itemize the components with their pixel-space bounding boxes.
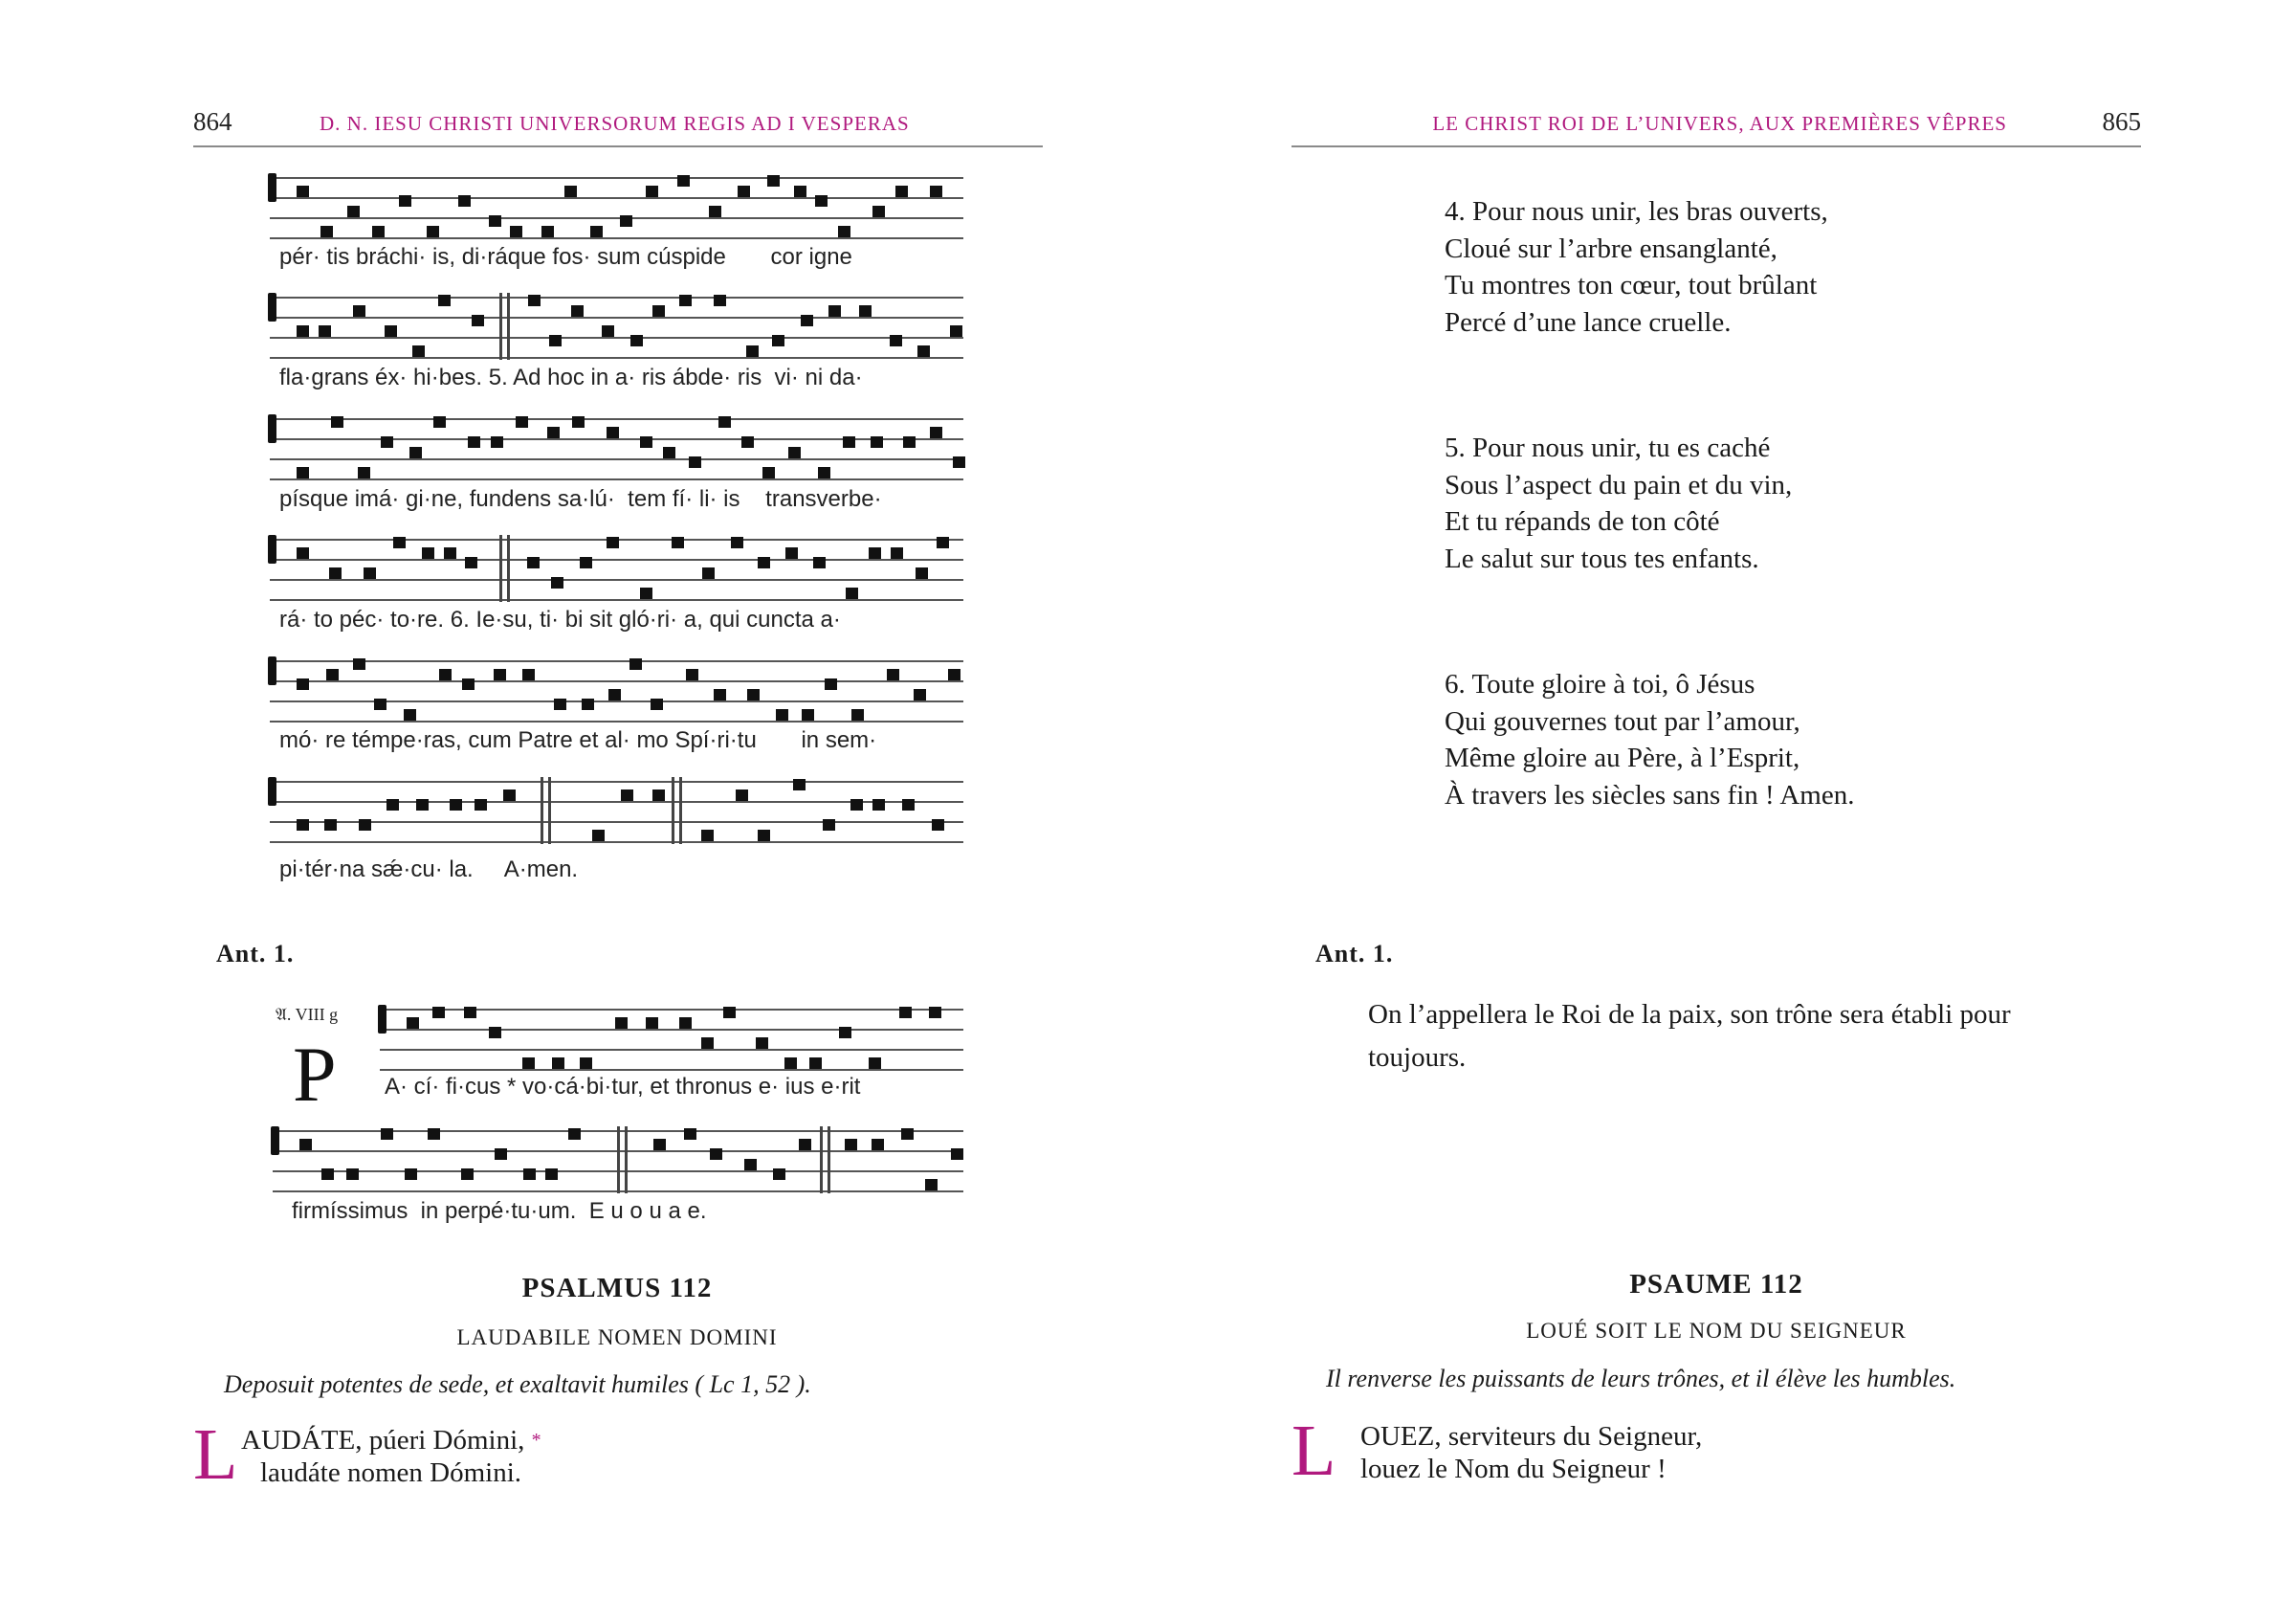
neume [846,588,858,599]
neume [462,678,475,690]
neume [494,669,506,680]
neume [444,547,456,559]
neume [503,789,516,801]
clef-sign [268,656,276,685]
neume [551,577,563,589]
neume [843,436,855,448]
neume [510,226,522,237]
staff-line [270,680,963,682]
verse-line-1: OUEZ, serviteurs du Seigneur, [1360,1421,1703,1452]
neume [758,557,770,568]
neume [891,547,903,559]
neume [568,1128,581,1140]
neume [887,669,899,680]
neume [297,186,309,197]
neume [799,1139,811,1150]
hymn-lyric-line: fla·grans éx· hi·bes. 5. Ad hoc in a· ris ábde· ris vi· ni da· [279,365,863,390]
neume [925,1179,938,1190]
hymn-lyric-line: mó· re témpe·ras, cum Patre et al· mo Spí·ri·tu in sem· [279,727,877,753]
neume [545,1168,558,1180]
staff-line [270,599,963,601]
hymn-stanza-6: 6. Toute gloire à toi, ô Jésus Qui gouvernes tout par l’amour, Même gloire au Père, à l’Esprit, À travers les siècles sans fin ! Amen. [1445,669,1855,811]
neume [607,537,619,548]
neume [801,315,813,326]
neume [677,175,690,187]
clef-sign [268,173,276,202]
neume [948,669,960,680]
neume [772,335,784,346]
neume [646,186,658,197]
neume [651,699,663,710]
double-bar [828,1126,830,1193]
antiphon-text: On l’appellera le Roi de la paix, son trône sera établi pour toujours. [1368,999,2011,1073]
neume [439,669,452,680]
psalm-antiphon: Il renverse les puissants de leurs trônes, et il élève les humbles. [1326,1365,1956,1392]
neume [592,830,605,841]
neume [951,1148,963,1160]
neume [738,186,750,197]
neume [359,819,371,831]
staff-line [270,478,963,480]
neume [932,819,944,831]
neume [859,305,872,317]
neume [549,335,562,346]
staff-line [380,1049,963,1051]
neume [914,689,926,700]
neume [607,427,619,438]
neume [438,295,451,306]
neume [522,1057,535,1069]
neume [629,658,642,670]
neume [653,1139,666,1150]
staff-line [270,357,963,359]
double-bar [499,293,502,360]
neume [793,779,806,790]
neume [385,325,397,337]
neume [326,669,339,680]
neume [838,226,850,237]
clef-sign [268,293,276,322]
staff-line [270,197,963,199]
neume [475,799,487,811]
neume [929,1007,941,1018]
neume [744,1159,757,1170]
neume [723,1007,736,1018]
neume [297,547,309,559]
neume [869,1057,881,1069]
verse-line-2: laudáte nomen Dómini. [260,1457,522,1488]
neume [640,436,652,448]
neume [784,1057,797,1069]
neume [320,226,333,237]
neume [472,315,484,326]
neume [916,567,928,579]
neume [869,547,881,559]
neume [552,1057,564,1069]
neume [930,427,942,438]
neume [872,206,885,217]
neume [899,1007,912,1018]
neume [871,436,883,448]
double-bar [625,1126,628,1193]
double-bar [672,777,674,844]
double-bar [507,535,510,602]
neume [297,678,309,690]
psalm-subtitle: LOUÉ SOIT LE NOM DU SEIGNEUR [1526,1319,1907,1343]
neume [663,447,675,458]
neume [468,436,480,448]
hymn-stanza-5: 5. Pour nous unir, tu es caché Sous l’aspect du pain et du vin, Et tu répands de ton côté Le salut sur tous tes enfants. [1445,433,1793,574]
neume [718,416,731,428]
neume [450,799,462,811]
neume [776,709,788,721]
neume [620,215,632,227]
staff-line [270,781,963,783]
neume [465,557,477,568]
neume [527,557,540,568]
neume [773,1168,785,1180]
staff-line [270,418,963,420]
neume [901,1128,914,1140]
page-number: 864 [193,107,232,136]
neume [347,206,360,217]
neume [652,789,665,801]
psalm-antiphon: Deposuit potentes de sede, et exaltavit humiles ( Lc 1, 52 ). [224,1370,811,1398]
neume [386,799,399,811]
neume [416,799,429,811]
neume [297,819,309,831]
neume [850,799,863,811]
verse-initial: L [1292,1411,1336,1491]
neume [615,1017,628,1029]
antiphon-mode: 𝔄. VIII g [276,1005,339,1024]
neume [399,195,411,207]
neume [331,416,343,428]
neume [815,195,828,207]
double-bar [541,777,543,844]
neume [489,215,501,227]
neume [580,557,592,568]
staff-line [270,297,963,299]
double-bar [548,777,551,844]
double-bar [499,535,502,602]
neume [590,226,603,237]
neume [731,537,743,548]
neume [756,1037,768,1049]
neume [839,1027,851,1038]
neume [917,345,930,357]
neume [785,547,798,559]
neume [788,447,801,458]
neume [372,226,385,237]
neume [547,427,560,438]
neume [582,699,594,710]
neume [412,345,425,357]
staff-line [380,1069,963,1071]
clef-sign [378,1005,386,1034]
neume [741,436,754,448]
psalm-verse [241,1424,541,1456]
hymn-lyric-line: písque imá· gi·ne, fundens sa·lú· tem fí· li· is transverbe· [279,486,882,512]
neume [432,1007,445,1018]
chant-staff [270,297,963,358]
neume [802,709,814,721]
chant-staff [270,660,963,722]
neume [630,335,643,346]
neume [895,186,908,197]
neume [491,436,503,448]
neume [407,1017,419,1029]
neume [297,325,309,337]
right-page [1148,0,2296,1623]
neume [679,1017,692,1029]
neume [872,799,885,811]
neume [572,416,585,428]
chant-staff [270,781,963,842]
chant-staff [270,418,963,479]
neume [461,1168,474,1180]
neume [321,1168,334,1180]
neume [686,669,698,680]
neume [381,1128,393,1140]
clef-sign [268,535,276,564]
neume [828,305,841,317]
neume [825,678,837,690]
hymn-lyric-line: rá· to péc· to·re. 6. Ie·su, ti· bi sit gló·ri· a, qui cuncta a· [279,607,841,633]
neume [672,537,684,548]
running-title: LE CHRIST ROI DE L’UNIVERS, AUX PREMIÈRES VÊPRES [1432,112,2007,135]
hymn-lyric-line: pér· tis bráchi· is, di·ráque fos· sum cúspide cor igne [279,244,852,270]
psalm-title: PSAUME 112 [1629,1269,1803,1300]
antiphon-label: Ant. 1. [216,940,295,967]
neume [541,226,554,237]
neume [689,456,701,468]
neume [523,1168,536,1180]
neume [329,567,342,579]
neume [358,467,370,478]
neume [823,819,835,831]
running-header [193,107,1043,147]
psalm-subtitle: LAUDABILE NOMEN DOMINI [456,1325,778,1349]
neume [353,305,365,317]
neume [679,295,692,306]
neume [701,830,714,841]
neume [684,1128,696,1140]
clef-sign [268,777,276,806]
neume [489,1027,501,1038]
antiphon-initial: P [293,1031,337,1118]
neume [646,1017,658,1029]
neume [346,1168,359,1180]
verse-line-2: louez le Nom du Seigneur ! [1360,1454,1667,1484]
neume [953,456,965,468]
neume [714,689,726,700]
neume [794,186,806,197]
hymn-stanza-4: 4. Pour nous unir, les bras ouverts, Cloué sur l’arbre ensanglanté, Tu montres ton cœur, tout brûlant Percé d’une lance cruelle. [1445,196,1828,338]
neume [405,1168,417,1180]
chant-staff [270,177,963,238]
neume [564,186,577,197]
neume [404,709,416,721]
neume [640,588,652,599]
neume [937,537,949,548]
neume [433,416,446,428]
chant-staff [270,539,963,600]
staff-line [270,337,963,339]
verse-line-1: AUDÁTE, púeri Dómini, [241,1425,525,1456]
neume [747,689,760,700]
neume [522,669,535,680]
chant-staff [273,1130,963,1191]
neume [652,305,665,317]
neume [710,1148,722,1160]
neume [374,699,386,710]
antiphon-lyric-line: firmíssimus in perpé·tu·um. E u o u a e. [292,1198,707,1224]
neume [571,305,584,317]
double-bar [820,1126,823,1193]
neume [767,175,780,187]
neume [353,658,365,670]
neume [381,436,393,448]
staff-line [270,841,963,843]
staff-line [270,660,963,662]
neume [621,789,633,801]
neume [580,1057,592,1069]
neume [299,1139,312,1150]
staff-line [270,721,963,723]
hymn-lyric-line: pi·tér·na sǽ·cu· la. A·men. [279,856,579,882]
neume [818,467,830,478]
neume [758,830,770,841]
neume [464,1007,476,1018]
neume [428,1128,440,1140]
neume [608,689,621,700]
staff-line [270,217,963,219]
staff-line [270,559,963,561]
double-bar [679,777,682,844]
neume [746,345,759,357]
neume [319,325,331,337]
asterisk-mark: * [531,1430,541,1451]
neume [458,195,471,207]
neume [427,226,439,237]
staff-line [270,579,963,581]
staff-line [270,438,963,440]
neume [813,557,826,568]
double-bar [617,1126,620,1193]
clef-sign [268,414,276,443]
neume [409,447,422,458]
verse-initial: L [193,1414,238,1495]
chant-staff [380,1009,963,1070]
neume [709,206,721,217]
clef-sign [271,1126,279,1155]
psalm-title: PSALMUS 112 [521,1273,713,1303]
running-title: D. N. IESU CHRISTI UNIVERSORUM REGIS AD I VESPERAS [320,112,910,135]
neume [890,335,902,346]
neume [845,1139,857,1150]
neume [851,709,864,721]
neume [495,1148,507,1160]
neume [902,799,915,811]
antiphon-label: Ant. 1. [1315,940,1394,967]
neume [528,295,541,306]
page-number: 865 [2102,107,2141,136]
neume [324,819,337,831]
double-bar [507,293,510,360]
neume [364,567,376,579]
staff-line [380,1029,963,1031]
neume [702,567,715,579]
neume [297,467,309,478]
neume [736,789,748,801]
neume [393,537,406,548]
neume [930,186,942,197]
running-header [1292,107,2141,147]
staff-line [270,821,963,823]
neume [554,699,566,710]
neume [809,1057,822,1069]
neume [422,547,434,559]
neume [872,1139,884,1150]
staff-line [270,177,963,179]
antiphon-lyric-line: A· cí· fi·cus * vo·cá·bi·tur, et thronus e· ius e·rit [385,1074,861,1100]
neume [762,467,775,478]
neume [714,295,726,306]
neume [516,416,528,428]
staff-line [270,458,963,460]
neume [602,325,614,337]
neume [701,1037,714,1049]
staff-line [270,237,963,239]
neume [903,436,916,448]
neume [950,325,962,337]
staff-line [270,317,963,319]
